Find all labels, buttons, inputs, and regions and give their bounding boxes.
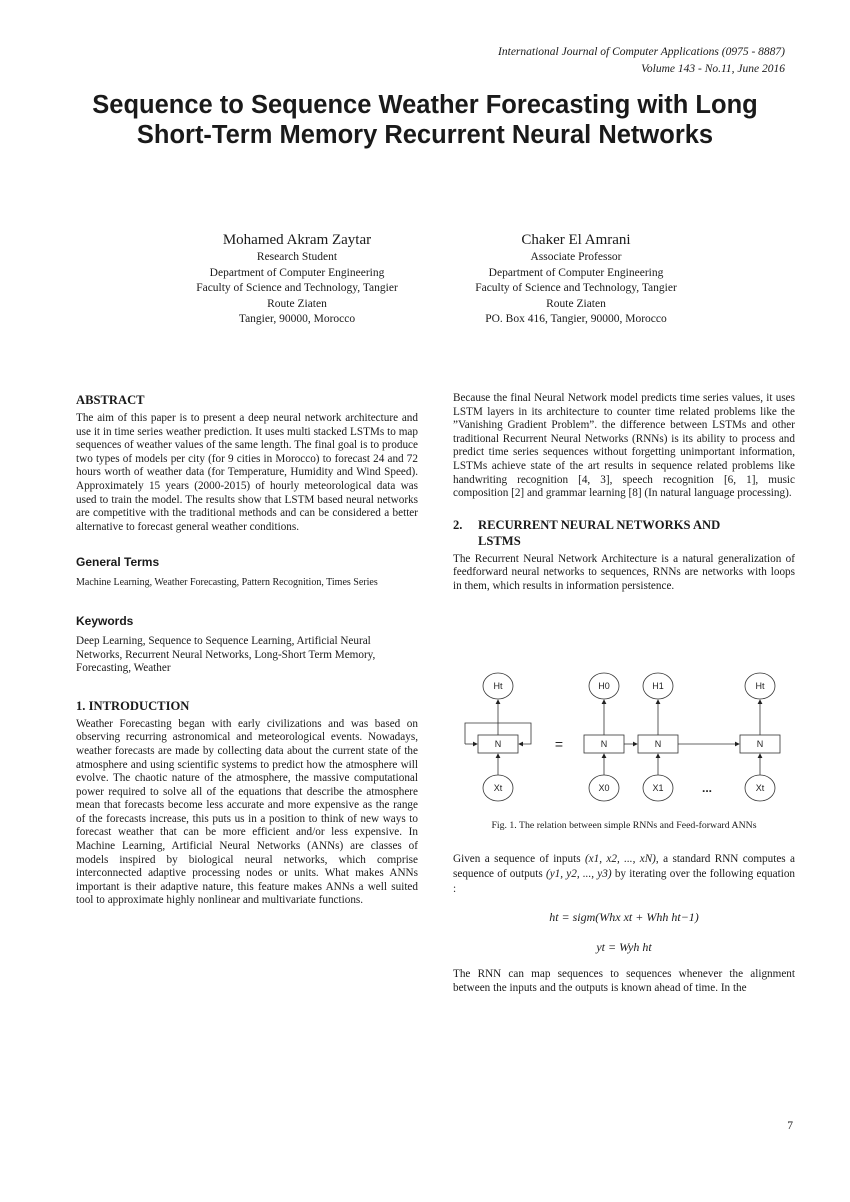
general-terms-heading: General Terms — [76, 555, 160, 570]
figure-caption: Fig. 1. The relation between simple RNNs and Feed-forward ANNs — [491, 820, 757, 831]
intro-heading: 1. INTRODUCTION — [76, 698, 190, 713]
ellipsis: ... — [701, 781, 713, 795]
section2-heading-line-1: RECURRENT NEURAL NETWORKS AND — [478, 517, 721, 532]
author-city: PO. Box 416, Tangier, 90000, Morocco — [485, 313, 667, 326]
x-label: X0 — [598, 783, 610, 793]
intro-text: Weather Forecasting began with early civilizations and was based on observing recurring astronomical and meteorological events. Nowadays, weather forecasts are made by collecting data about the current state of the atmosphere and using scientific systems to predict how the atmosphere will evolve. The chaotic nature of the atmosphere, the massive computational power required to solve all of the equations that describe the atmosphere mean that forecasts become less accurate and more expensive as the range of the forecasts increase, this puts us in a position to think of new ways to forecast weather that can be more efficient and/or less expensive. In Machine Learning, Artificial Neural Networks (ANNs) are classes of models inspired by biological neural networks, which comprise interconnected adaptive processing nodes or units. What makes ANNs important is their adaptive nature, this feature makes ANNs a well suited tool to approximate highly nonlinear and multivariate functions. — [76, 717, 418, 907]
title-line-1: Sequence to Sequence Weather Forecasting with Long — [92, 91, 758, 119]
author-name: Chaker El Amrani — [521, 232, 631, 248]
x-label: Xt — [755, 783, 765, 793]
abstract-text: The aim of this paper is to present a deep neural network architecture and use it in time series weather prediction. It uses multi stacked LSTMs to map sequences of weather values of the same length. The final goal is to produce two types of models per city (for 9 cities in Morocco) to forecast 24 and 72 hours worth of weather data (for Temperature, Humidity and Wind Speed). Approximately 15 years (2000-2015) of hourly meteorological data was used to train the model. The results show that LSTM based neural networks are competitive with the traditional methods and can be considered a better alternative to forecast general weather conditions. — [76, 412, 418, 533]
h-label: Ht — [755, 681, 765, 691]
n-label: N — [756, 739, 764, 749]
section2-heading-line-2: LSTMS — [478, 533, 521, 548]
journal-header — [498, 44, 785, 78]
journal-line-2: Volume 143 - No.11, June 2016 — [641, 63, 785, 75]
author-street: Route Ziaten — [546, 297, 606, 310]
seq-intro: Given a sequence of inputs — [453, 853, 581, 865]
author-faculty: Faculty of Science and Technology, Tangier — [196, 282, 398, 295]
author-faculty: Faculty of Science and Technology, Tangier — [475, 282, 677, 295]
author-street: Route Ziaten — [267, 297, 327, 310]
author-city: Tangier, 90000, Morocco — [238, 313, 356, 326]
section2-number: 2. — [453, 517, 463, 532]
n-label: N — [600, 739, 608, 749]
general-terms-text: Machine Learning, Weather Forecasting, Pattern Recognition, Times Series — [76, 577, 378, 589]
x-label: X1 — [652, 783, 664, 793]
right-column-lower — [453, 852, 795, 995]
h-label: H0 — [598, 681, 610, 691]
abstract-heading: ABSTRACT — [76, 393, 145, 407]
paper-title — [40, 90, 810, 150]
x-label: Xt — [493, 783, 503, 793]
input-sequence: (x1, x2, ..., xN) — [584, 853, 656, 865]
author-dept: Department of Computer Engineering — [488, 266, 664, 279]
section2-text: The Recurrent Neural Network Architecture is a natural generalization of feedforward neural networks to sequences, RNNs are networks with loops in them, which results in information persistence. — [453, 552, 795, 592]
h-label: Ht — [493, 681, 503, 691]
output-sequence: (y1, y2, ..., y3) — [545, 868, 612, 880]
equation-2: yt = Wyh ht — [596, 939, 652, 954]
author-dept: Department of Computer Engineering — [209, 266, 385, 279]
journal-line-1: International Journal of Computer Applications (0975 - 8887) — [498, 46, 785, 58]
section2-heading — [453, 517, 795, 549]
section2-text-3: The RNN can map sequences to sequences whenever the alignment between the inputs and the outputs is known ahead of time. In the — [453, 968, 795, 994]
rnn-diagram — [453, 668, 795, 808]
seq-post: by iterating over the following equation : — [453, 868, 796, 895]
title-line-2: Short-Term Memory Recurrent Neural Networks — [136, 121, 714, 149]
author-name: Mohamed Akram Zaytar — [222, 232, 372, 248]
n-label: N — [494, 739, 502, 749]
section2-text-2 — [453, 852, 795, 897]
keywords-text: Deep Learning, Sequence to Sequence Learning, Artificial Neural Networks, Recurrent Neural Networks, Long-Short Term Memory, Forecasting, Weather — [76, 634, 376, 675]
page-number: 7 — [787, 1120, 793, 1132]
author-role: Associate Professor — [530, 251, 622, 263]
right-column — [453, 392, 795, 594]
right-intro-text: Because the final Neural Network model predicts time series values, it uses LSTM layers in its architecture to counter time related problems like the ”Vanishing Gradient Problem”. the difference between LSTMs and other traditional Recurrent Neural Networks (RNNs) is its ability to process and predict time series sequences without forgetting unimportant information, LSTMs achieve state of the art results in sequence related problems like handwriting recognition [4, 3], speech recognition [6, 1], music composition [2] and grammar learning [8] (In natural language processing). — [453, 392, 795, 500]
author-block-1 — [152, 230, 442, 328]
author-role: Research Student — [256, 251, 338, 263]
author-block-2 — [431, 230, 721, 328]
seq-mid: , a standard RNN computes a sequence of outputs — [453, 853, 796, 880]
left-column — [76, 392, 418, 908]
h-label: H1 — [652, 681, 664, 691]
equation-1: ht = sigm(Whx xt + Whh ht−1) — [549, 910, 699, 924]
n-label: N — [654, 739, 662, 749]
equals-sign: = — [554, 736, 564, 752]
keywords-heading: Keywords — [76, 613, 134, 628]
